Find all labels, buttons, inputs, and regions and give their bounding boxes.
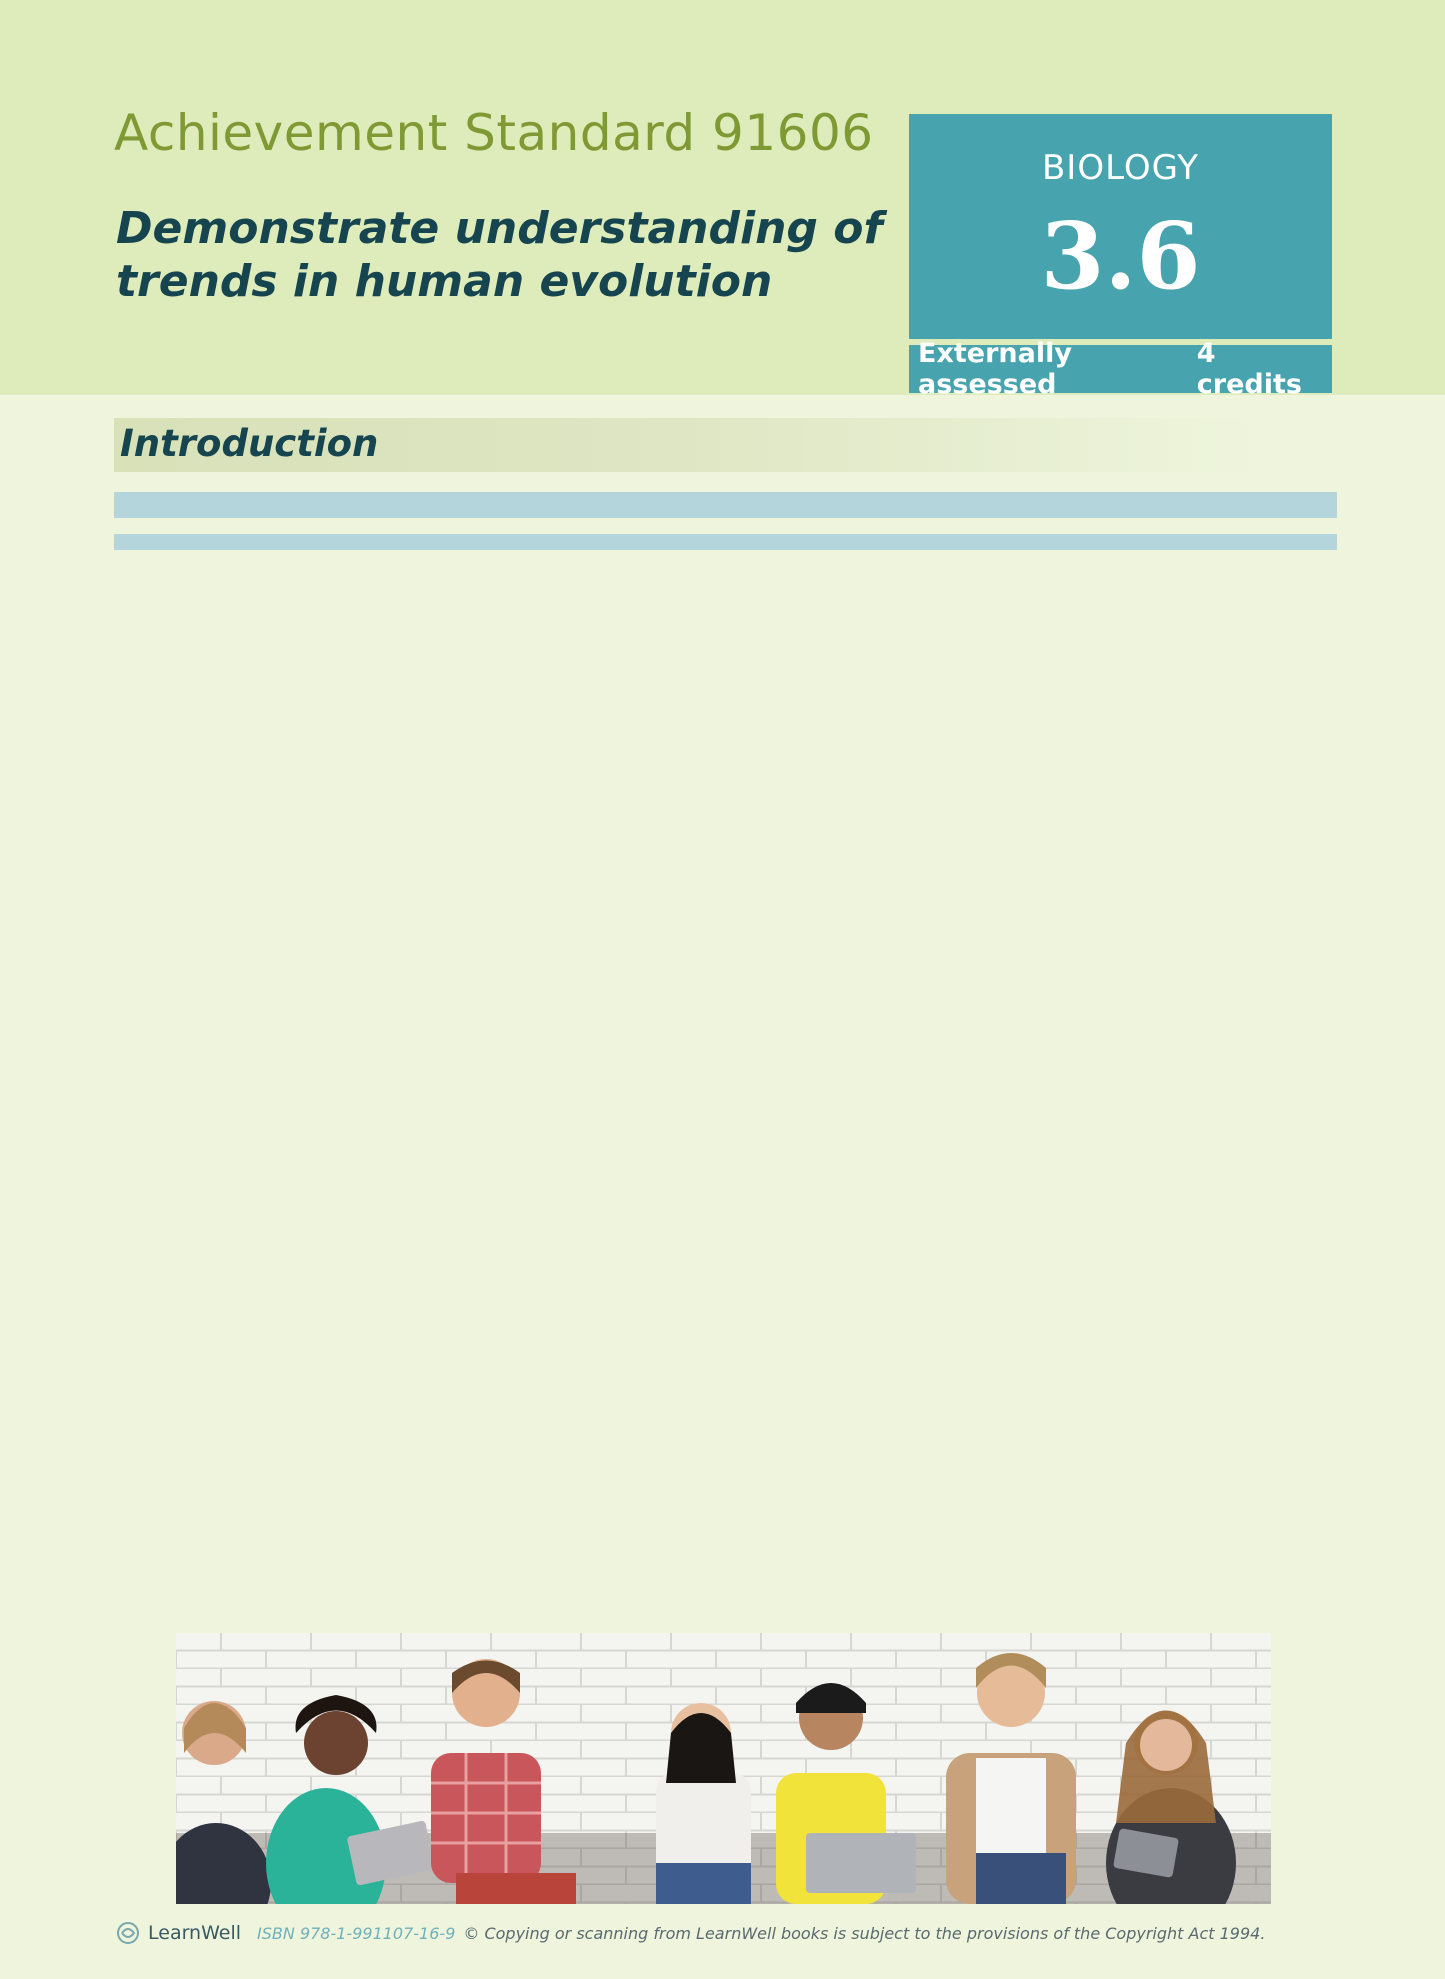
learnwell-swirl-icon	[116, 1921, 140, 1945]
page-footer	[116, 1918, 1265, 1948]
section-heading: Introduction	[120, 422, 379, 465]
assessment-type: Externally assessed	[918, 338, 1072, 400]
subtitle-line-1: Demonstrate understanding of	[116, 203, 883, 254]
badge-number: 3.6	[1040, 202, 1201, 310]
highlight-box-1	[114, 492, 1337, 518]
header-band	[0, 0, 1445, 400]
students-photo	[176, 1633, 1271, 1904]
subtitle-line-2: trends in human evolution	[116, 256, 773, 307]
credits: 4 credits	[1196, 338, 1302, 400]
subject-badge	[909, 114, 1332, 339]
footer-brand: LearnWell	[148, 1922, 242, 1944]
footer-copyright: © Copying or scanning from LearnWell books is subject to the provisions of the Copyright Act 1994.	[463, 1923, 1266, 1943]
standard-subtitle	[116, 202, 883, 308]
section-heading-bar	[114, 418, 1259, 472]
main-content	[114, 492, 1337, 562]
footer-isbn: ISBN 978-1-991107-16-9	[257, 1923, 456, 1943]
students-photo-illustration	[176, 1633, 1271, 1904]
highlight-box-2	[114, 534, 1337, 550]
badge-subject: BIOLOGY	[1041, 148, 1200, 188]
standard-title: Achievement Standard 91606	[114, 104, 874, 162]
assessment-bar	[909, 338, 1332, 400]
